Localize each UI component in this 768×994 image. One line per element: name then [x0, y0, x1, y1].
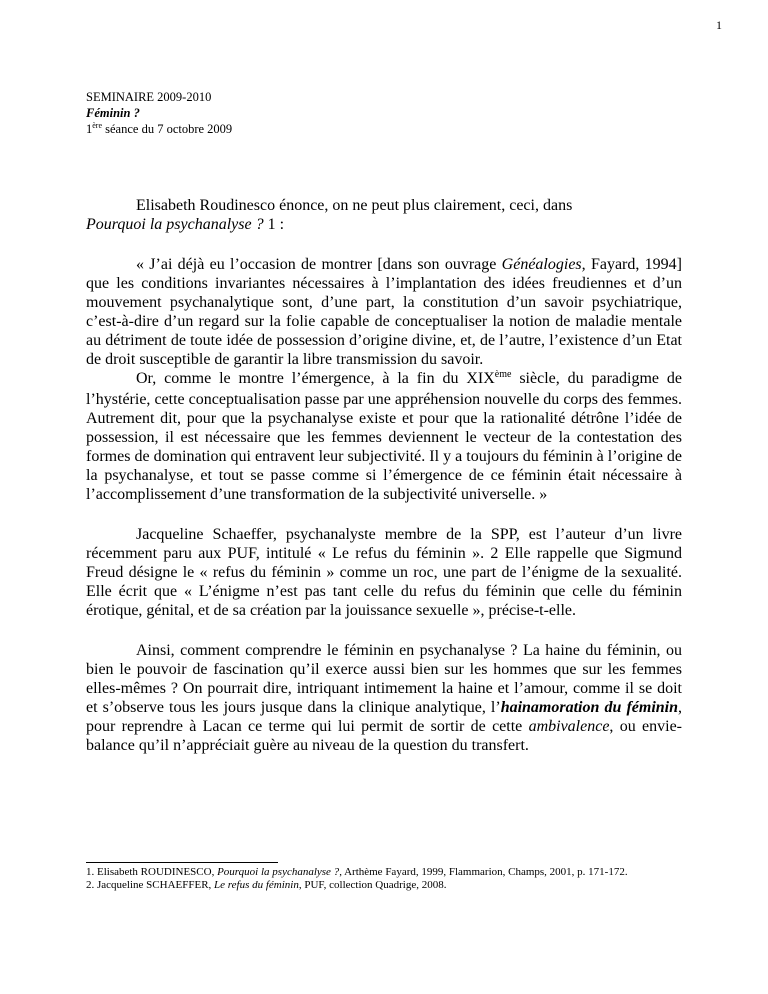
paragraph-quote-2: Or, comme le montre l’émergence, à la fin du XIXème siècle, du paradigme de l’hystérie, cette conceptualisation passe par une appréhension nouvelle du corps des femmes. Autrement dit, pour que la psychanalyse existe et pour que la rationalité détrône l’idée de possession, il est nécessaire que les femmes deviennent le vecteur de la contestation des formes de domination qui entravent leur subjectivité. Il y a toujours du féminin à l’origine de la psychanalyse, et tout se passe comme si l’émergence de ce féminin était nécessaire à l’accomplissement d’une transformation de la subjectivité universelle. » [86, 369, 683, 503]
session-line: 1ère séance du 7 octobre 2009 [86, 121, 233, 136]
document-body [86, 196, 682, 755]
seminar-title: SEMINAIRE 2009-2010 [86, 90, 212, 104]
footnote-divider [86, 862, 278, 863]
paragraph-intro: Elisabeth Roudinesco énonce, on ne peut plus clairement, ceci, dans Pourquoi la psychanalyse ? 1 : [86, 197, 573, 233]
paragraph-schaeffer: Jacqueline Schaeffer, psychanalyste membre de la SPP, est l’auteur d’un livre récemment paru aux PUF, intitulé « Le refus du féminin ». 2 Elle rappelle que Sigmund Freud désigne le « refus du féminin » comme un roc, une part de l’énigme de la sexualité. Elle écrit que « L’énigme n’est pas tant celle du refus du féminin que celle du féminin érotique, génital, et de sa création par la jouissance sexuelle », précise-t-elle. [86, 526, 682, 619]
footnote-2: 2. Jacqueline SCHAEFFER, Le refus du féminin, PUF, collection Quadrige, 2008. [86, 879, 447, 891]
footnote-1: 1. Elisabeth ROUDINESCO, Pourquoi la psychanalyse ?, Arthème Fayard, 1999, Flammarion, Champs, 2001, p. 171-172. [86, 866, 628, 878]
paragraph-hainamoration: Ainsi, comment comprendre le féminin en psychanalyse ? La haine du féminin, ou bien le pouvoir de fascination qu’il exerce aussi bien sur les hommes que sur les femmes elles-mêmes ? On pourrait dire, intriquant intimement la haine et l’amour, comme il se doit et s’observe tous les jours jusque dans la clinique analytique, l’hainamoration du féminin, pour reprendre à Lacan ce terme qui lui permit de sortir de cette ambivalence, ou envie-balance qu’il n’appréciait guère au niveau de la question du transfert. [86, 642, 683, 754]
seminar-theme: Féminin ? [86, 106, 140, 120]
footnotes [86, 866, 682, 892]
page-number: 1 [716, 18, 722, 32]
document-header [86, 89, 232, 139]
paragraph-quote-1: « J’ai déjà eu l’occasion de montrer [dans son ouvrage Généalogies, Fayard, 1994] que les conditions invariantes nécessaires à l’implantation des idées freudiennes et d’un mouvement psychanalytique sont, d’une part, la constitution d’un savoir psychiatrique, c’est-à-dire d’un regard sur la folie capable de conceptualiser la notion de maladie mentale au détriment de toute idée de possession d’origine divine, et, de l’autre, l’existence d’un Etat de droit susceptible de garantir la libre transmission du savoir. [86, 256, 682, 368]
